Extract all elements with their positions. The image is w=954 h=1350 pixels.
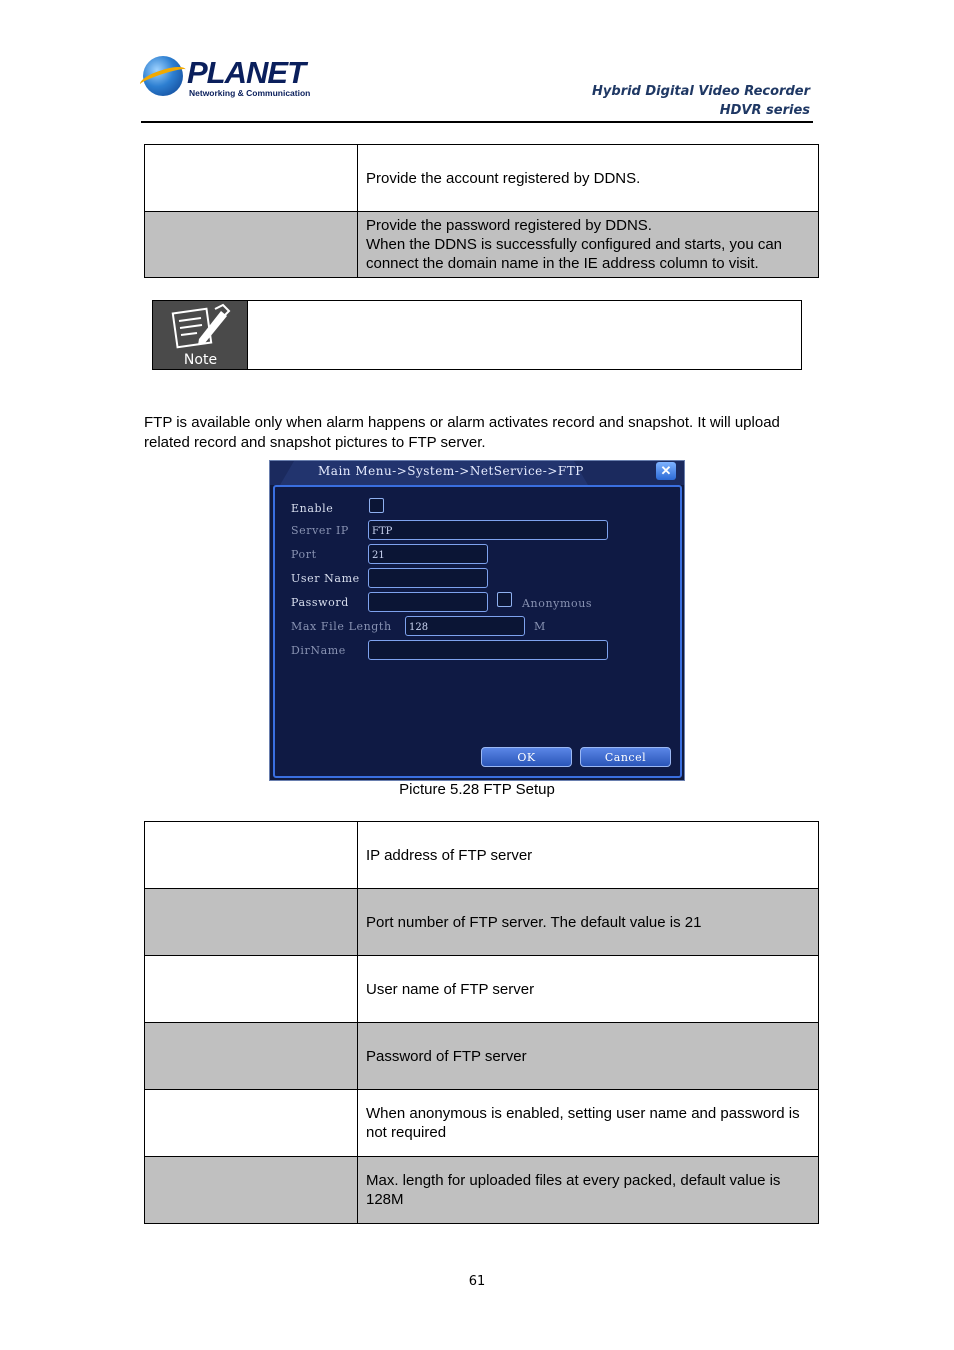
param-name-cell: [145, 1090, 358, 1157]
table-row: [145, 889, 819, 956]
ftp-intro-text: FTP is available only when alarm happens or alarm activates record and snapshot. It will upload related record and snapshot pictures to FTP server.: [144, 414, 780, 451]
dialog-titlebar: [270, 461, 684, 485]
param-desc-cell: Max. length for uploaded files at every packed, default value is 128M: [358, 1157, 819, 1224]
param-name-cell: [145, 1157, 358, 1224]
user-name-input[interactable]: [368, 568, 488, 588]
param-name-cell: [145, 145, 358, 212]
dialog-title: Main Menu->System->NetService->FTP: [318, 464, 584, 478]
enable-checkbox[interactable]: [369, 498, 384, 513]
max-file-length-label: Max File Length: [291, 620, 392, 633]
document-title-line1: Hybrid Digital Video Recorder: [592, 84, 810, 99]
planet-logo: [143, 55, 311, 100]
anonymous-label: Anonymous: [522, 597, 593, 610]
ok-button[interactable]: OK: [481, 747, 572, 767]
max-file-length-unit: M: [534, 620, 546, 633]
ddns-parameter-table: [144, 144, 819, 278]
document-title: [592, 82, 810, 120]
note-box: [152, 300, 802, 370]
note-icon: [153, 301, 248, 369]
anonymous-checkbox[interactable]: [497, 592, 512, 607]
figure-caption: Picture 5.28 FTP Setup: [399, 781, 555, 798]
max-file-length-input[interactable]: 128: [405, 616, 525, 636]
param-name-cell: [145, 1023, 358, 1090]
port-label: Port: [291, 548, 317, 561]
table-row: [145, 822, 819, 889]
table-row: [145, 212, 819, 278]
document-title-line2: HDVR series: [719, 103, 810, 118]
param-desc-cell: IP address of FTP server: [358, 822, 819, 889]
server-ip-input[interactable]: FTP: [368, 520, 608, 540]
cancel-button[interactable]: Cancel: [580, 747, 671, 767]
ftp-setup-dialog: [269, 460, 685, 781]
page-number: 61: [468, 1274, 486, 1289]
logo-tagline: Networking & Communication: [189, 88, 311, 98]
param-desc-cell: Provide the password registered by DDNS. When the DDNS is successfully configured and starts, you can connect the domain name in the IE address column to visit.: [358, 212, 819, 278]
param-desc-cell: When anonymous is enabled, setting user name and password is not required: [358, 1090, 819, 1157]
port-input[interactable]: 21: [368, 544, 488, 564]
table-row: [145, 1157, 819, 1224]
table-row: [145, 145, 819, 212]
dialog-body: [273, 485, 682, 778]
close-icon[interactable]: ✕: [656, 462, 676, 480]
param-name-cell: [145, 822, 358, 889]
user-name-label: User Name: [291, 572, 360, 585]
param-name-cell: [145, 956, 358, 1023]
param-name-cell: [145, 889, 358, 956]
enable-label: Enable: [291, 502, 334, 515]
param-desc-cell: Provide the account registered by DDNS.: [358, 145, 819, 212]
notepad-pen-icon: [153, 301, 248, 351]
note-label: Note: [183, 352, 218, 368]
password-input[interactable]: [368, 592, 488, 612]
param-desc-cell: Password of FTP server: [358, 1023, 819, 1090]
server-ip-label: Server IP: [291, 524, 349, 537]
param-desc-cell: User name of FTP server: [358, 956, 819, 1023]
password-label: Password: [291, 596, 349, 609]
header-divider: [141, 121, 813, 123]
dirname-input[interactable]: [368, 640, 608, 660]
ftp-parameter-table: [144, 821, 819, 1224]
logo-wordmark: PLANET: [187, 55, 305, 90]
dirname-label: DirName: [291, 644, 346, 657]
table-row: [145, 1023, 819, 1090]
param-name-cell: [145, 212, 358, 278]
table-row: [145, 956, 819, 1023]
table-row: [145, 1090, 819, 1157]
param-desc-cell: Port number of FTP server. The default value is 21: [358, 889, 819, 956]
